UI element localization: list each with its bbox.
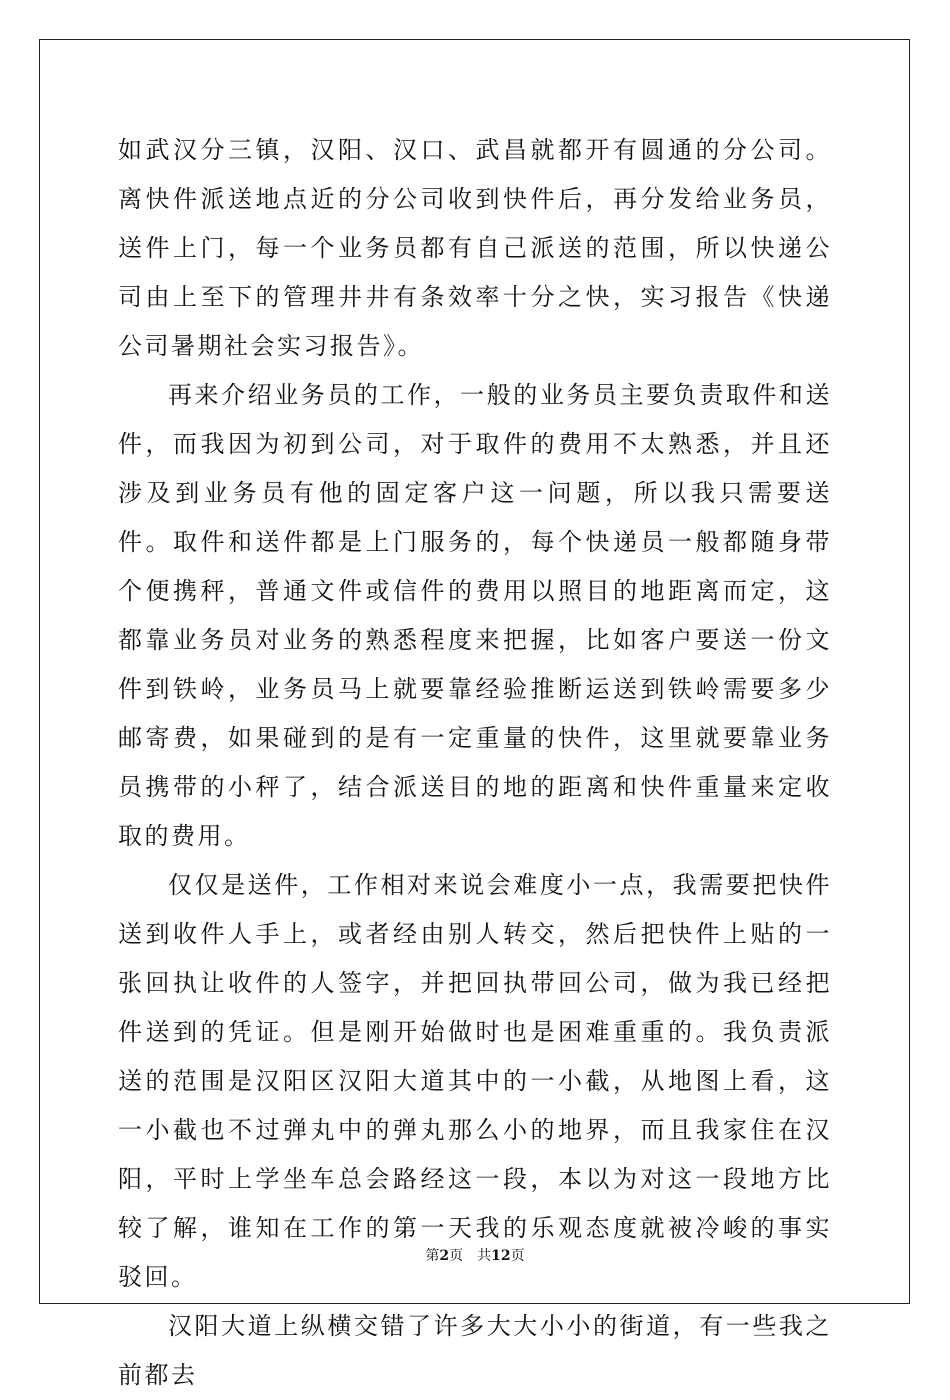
paragraph-2: 再来介绍业务员的工作，一般的业务员主要负责取件和送件，而我因为初到公司，对于取件的费用不太熟悉，并且还涉及到业务员有他的固定客户这一问题，所以我只需要送件。取件和送件都是上门服务的，每个快递员一般都随身带个便携秤，普通文件或信件的费用以照目的地距离而定，这都靠业务员对业务的熟悉程度来把握，比如客户要送一份文件到铁岭，业务员马上就要靠经验推断运送到铁岭需要多少邮寄费，如果碰到的是有一定重量的快件，这里就要靠业务员携带的小秤了，结合派送目的地的距离和快件重量来定收取的费用。: [118, 381, 832, 850]
paragraph-4: 汉阳大道上纵横交错了许多大大小小的街道，有一些我之前都去: [118, 1312, 832, 1389]
total-suffix: 页: [510, 1248, 525, 1264]
page-number: 2: [439, 1248, 450, 1264]
total-prefix: 共: [477, 1248, 492, 1264]
page-footer: [0, 1245, 950, 1265]
page-prefix: 第: [425, 1248, 440, 1264]
total-pages: 12: [491, 1248, 511, 1264]
document-body: [118, 126, 832, 1400]
paragraph-3: 仅仅是送件，工作相对来说会难度小一点，我需要把快件送到收件人手上，或者经由别人转交，然后把快件上贴的一张回执让收件的人签字，并把回执带回公司，做为我已经把件送到的凭证。但是刚开始做时也是困难重重的。我负责派送的范围是汉阳区汉阳大道其中的一小截，从地图上看，这一小截也不过弹丸中的弹丸那么小的地界，而且我家住在汉阳，平时上学坐车总会路经这一段，本以为对这一段地方比较了解，谁知在工作的第一天我的乐观态度就被冷峻的事实驳回。: [118, 871, 832, 1291]
page-suffix: 页: [449, 1248, 464, 1264]
paragraph-1: 如武汉分三镇，汉阳、汉口、武昌就都开有圆通的分公司。离快件派送地点近的分公司收到快件后，再分发给业务员，送件上门，每一个业务员都有自己派送的范围，所以快递公司由上至下的管理井井有条效率十分之快，实习报告《快递公司暑期社会实习报告》。: [118, 136, 832, 360]
